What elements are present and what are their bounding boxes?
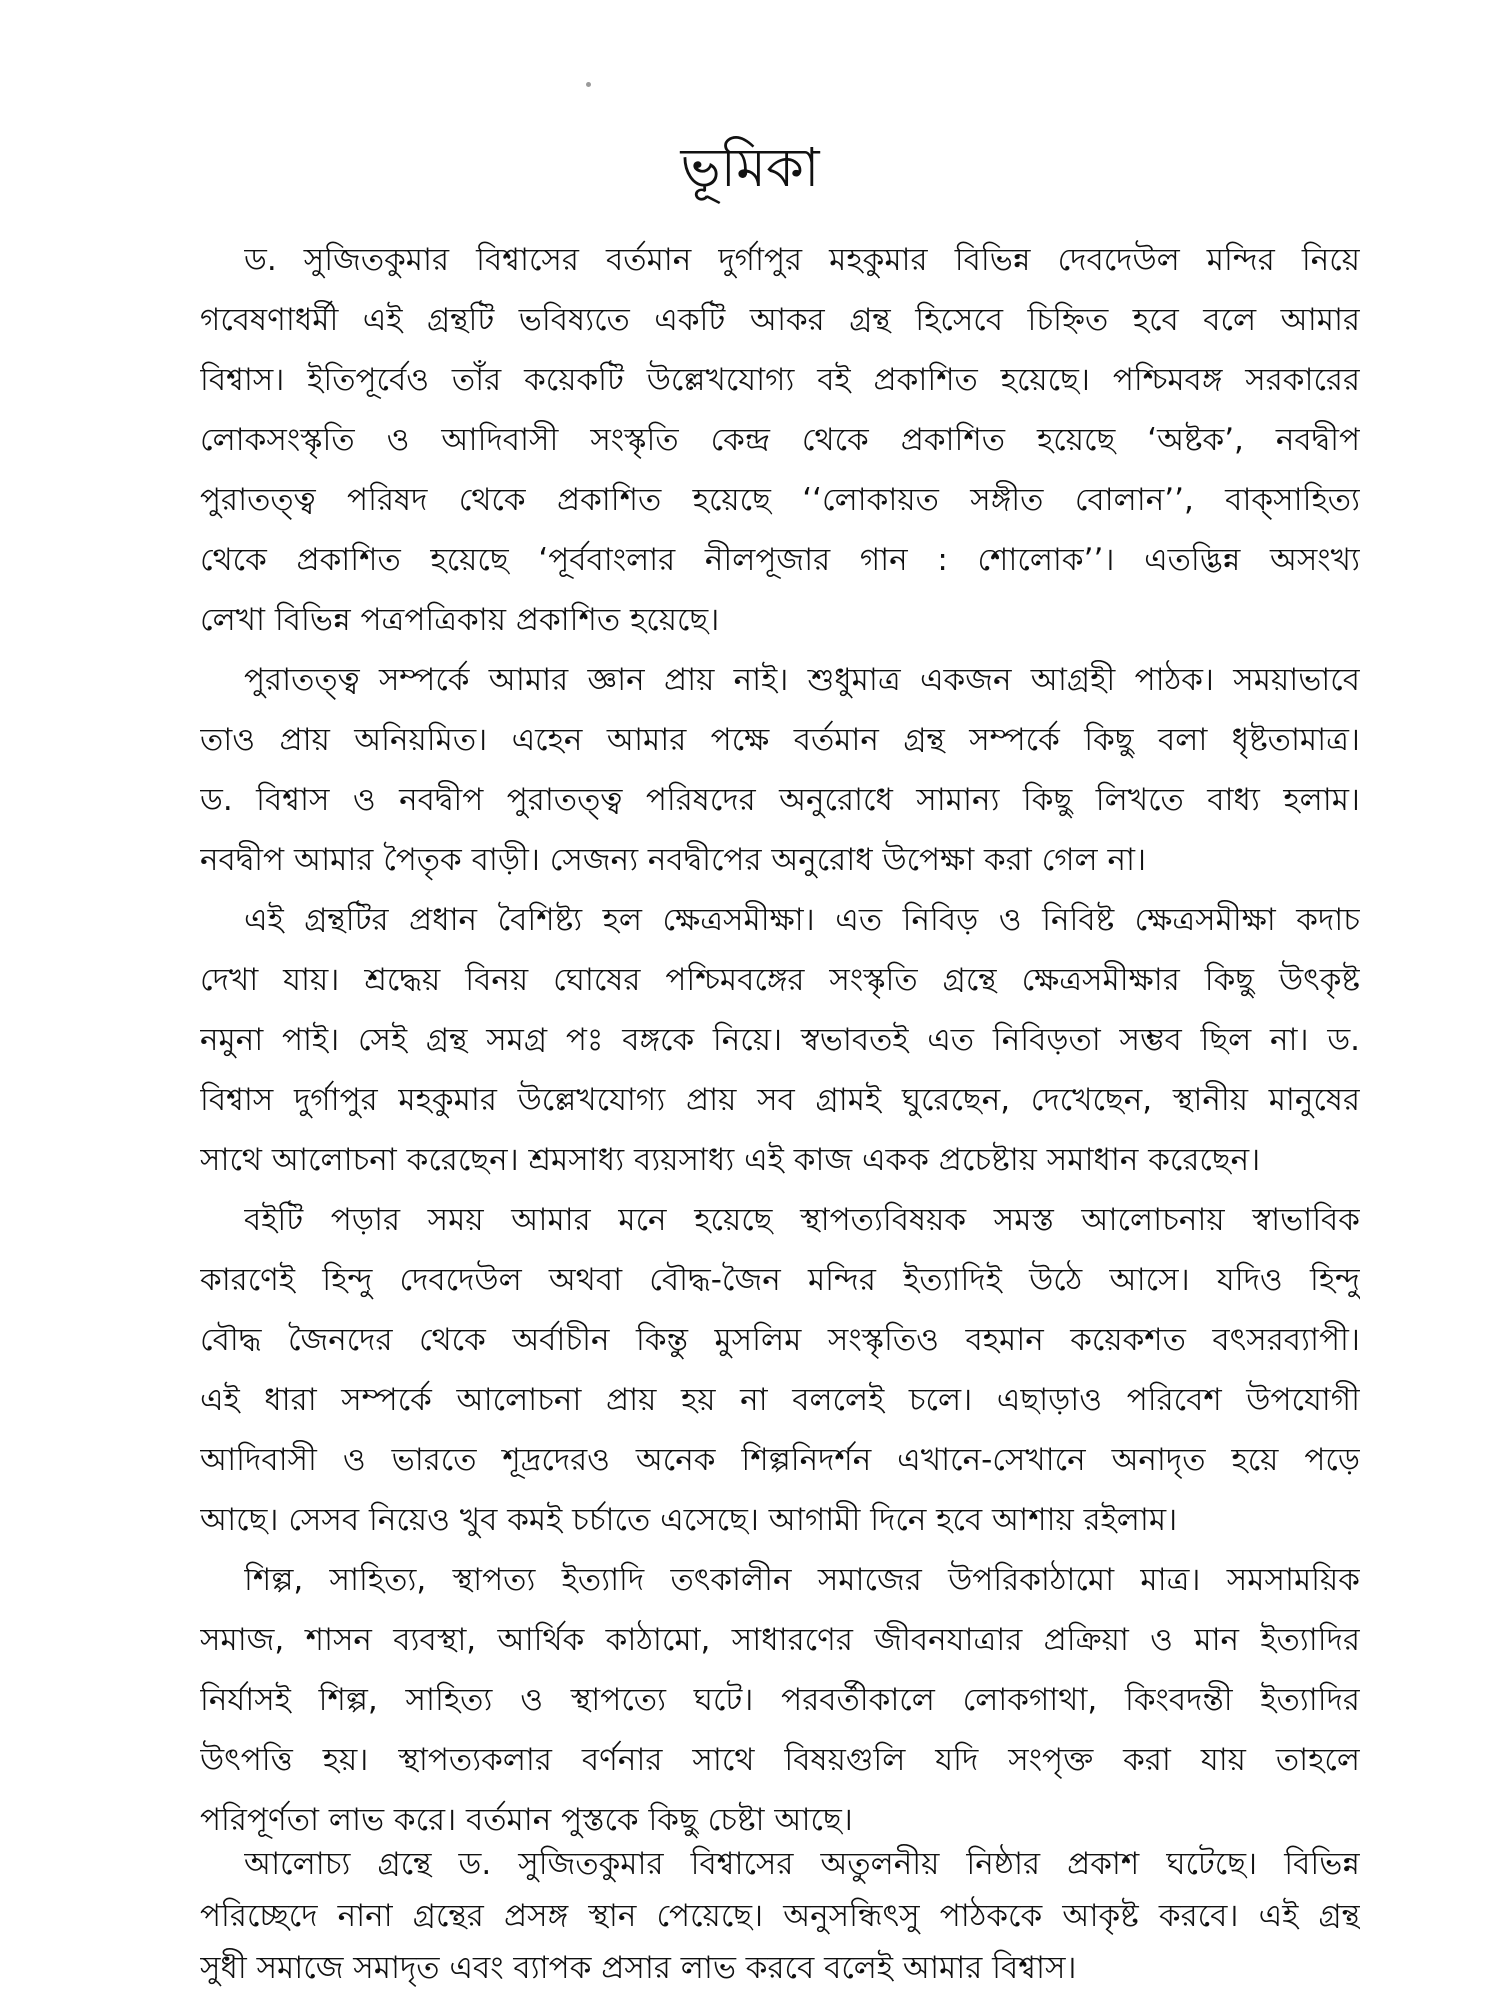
text-line: বইটি পড়ার সময় আমার মনে হয়েছে স্থাপত্যবিষয়ক সমস্ত আলোচনায় স্বাভাবিক [244, 1202, 1360, 1238]
text-line: বিশ্বাস। ইতিপূর্বেও তাঁর কয়েকটি উল্লেখযোগ্য বই প্রকাশিত হয়েছে। পশ্চিমবঙ্গ সরকারের [200, 362, 1360, 398]
text-line: গবেষণাধর্মী এই গ্রন্থটি ভবিষ্যতে একটি আকর গ্রন্থ হিসেবে চিহ্নিত হবে বলে আমার [200, 302, 1360, 338]
text-line: থেকে প্রকাশিত হয়েছে ‘পূর্ববাংলার নীলপূজার গান : শোলোক’’। এতদ্ভিন্ন অসংখ্য [200, 542, 1360, 578]
text-line: বিশ্বাস দুর্গাপুর মহকুমার উল্লেখযোগ্য প্রায় সব গ্রামই ঘুরেছেন, দেখেছেন, স্থানীয় মানুষের [200, 1082, 1360, 1118]
text-line: সাথে আলোচনা করেছেন। শ্রমসাধ্য ব্যয়সাধ্য এই কাজ একক প্রচেষ্টায় সমাধান করেছেন। [200, 1142, 1261, 1178]
text-line: সমাজ, শাসন ব্যবস্থা, আর্থিক কাঠামো, সাধারণের জীবনযাত্রার প্রক্রিয়া ও মান ইত্যাদির [200, 1622, 1360, 1658]
text-line: পরিপূর্ণতা লাভ করে। বর্তমান পুস্তকে কিছু চেষ্টা আছে। [200, 1802, 853, 1838]
text-line: লোকসংস্কৃতি ও আদিবাসী সংস্কৃতি কেন্দ্র থেকে প্রকাশিত হয়েছে ‘অষ্টক’, নবদ্বীপ [200, 422, 1360, 458]
text-line: ড. সুজিতকুমার বিশ্বাসের বর্তমান দুর্গাপুর মহকুমার বিভিন্ন দেবদেউল মন্দির নিয়ে [244, 242, 1360, 278]
text-line: আছে। সেসব নিয়েও খুব কমই চর্চাতে এসেছে। আগামী দিনে হবে আশায় রইলাম। [200, 1502, 1178, 1538]
text-line: উৎপত্তি হয়। স্থাপত্যকলার বর্ণনার সাথে বিষয়গুলি যদি সংপৃক্ত করা যায় তাহলে [200, 1742, 1360, 1778]
text-line: বৌদ্ধ জৈনদের থেকে অর্বাচীন কিন্তু মুসলিম সংস্কৃতিও বহমান কয়েকশত বৎসরব্যাপী। [200, 1322, 1360, 1358]
text-line: ড. বিশ্বাস ও নবদ্বীপ পুরাতত্ত্ব পরিষদের অনুরোধে সামান্য কিছু লিখতে বাধ্য হলাম। [200, 782, 1360, 818]
text-line: শিল্প, সাহিত্য, স্থাপত্য ইত্যাদি তৎকালীন সমাজের উপরিকাঠামো মাত্র। সমসাময়িক [244, 1562, 1360, 1598]
page-title: ভূমিকা [680, 136, 820, 199]
text-line: এই ধারা সম্পর্কে আলোচনা প্রায় হয় না বললেই চলে। এছাড়াও পরিবেশ উপযোগী [200, 1382, 1360, 1418]
text-line: নমুনা পাই। সেই গ্রন্থ সমগ্র পঃ বঙ্গকে নিয়ে। স্বভাবতই এত নিবিড়তা সম্ভব ছিল না। ড. [200, 1022, 1360, 1058]
text-line: দেখা যায়। শ্রদ্ধেয় বিনয় ঘোষের পশ্চিমবঙ্গের সংস্কৃতি গ্রন্থে ক্ষেত্রসমীক্ষার কিছু উৎকৃষ্ট [200, 962, 1360, 998]
text-line: আদিবাসী ও ভারতে শূদ্রদেরও অনেক শিল্পনিদর্শন এখানে-সেখানে অনাদৃত হয়ে পড়ে [200, 1442, 1360, 1478]
text-line: সুধী সমাজে সমাদৃত এবং ব্যাপক প্রসার লাভ করবে বলেই আমার বিশ্বাস। [200, 1950, 1077, 1986]
text-line: পুরাতত্ত্ব পরিষদ থেকে প্রকাশিত হয়েছে ‘‘লোকায়ত সঙ্গীত বোলান’’, বাক্‌সাহিত্য [200, 482, 1360, 518]
text-line: তাও প্রায় অনিয়মিত। এহেন আমার পক্ষে বর্তমান গ্রন্থ সম্পর্কে কিছু বলা ধৃষ্টতামাত্র। [200, 722, 1360, 758]
text-line: কারণেই হিন্দু দেবদেউল অথবা বৌদ্ধ-জৈন মন্দির ইত্যাদিই উঠে আসে। যদিও হিন্দু [200, 1262, 1360, 1298]
text-line: পুরাতত্ত্ব সম্পর্কে আমার জ্ঞান প্রায় নাই। শুধুমাত্র একজন আগ্রহী পাঠক। সময়াভাবে [244, 662, 1360, 698]
text-line: আলোচ্য গ্রন্থে ড. সুজিতকুমার বিশ্বাসের অতুলনীয় নিষ্ঠার প্রকাশ ঘটেছে। বিভিন্ন [244, 1846, 1360, 1882]
text-line: এই গ্রন্থটির প্রধান বৈশিষ্ট্য হল ক্ষেত্রসমীক্ষা। এত নিবিড় ও নিবিষ্ট ক্ষেত্রসমীক্ষা কদাচ [244, 902, 1360, 938]
text-line: নির্যাসই শিল্প, সাহিত্য ও স্থাপত্যে ঘটে। পরবর্তীকালে লোকগাথা, কিংবদন্তী ইত্যাদির [200, 1682, 1360, 1718]
text-line: নবদ্বীপ আমার পৈতৃক বাড়ী। সেজন্য নবদ্বীপের অনুরোধ উপেক্ষা করা গেল না। [200, 842, 1147, 878]
text-line: লেখা বিভিন্ন পত্রপত্রিকায় প্রকাশিত হয়েছে। [200, 602, 720, 638]
text-line: পরিচ্ছেদে নানা গ্রন্থের প্রসঙ্গ স্থান পেয়েছে। অনুসন্ধিৎসু পাঠককে আকৃষ্ট করবে। এই গ্রন্থ [200, 1898, 1360, 1934]
scan-speck [586, 82, 591, 87]
